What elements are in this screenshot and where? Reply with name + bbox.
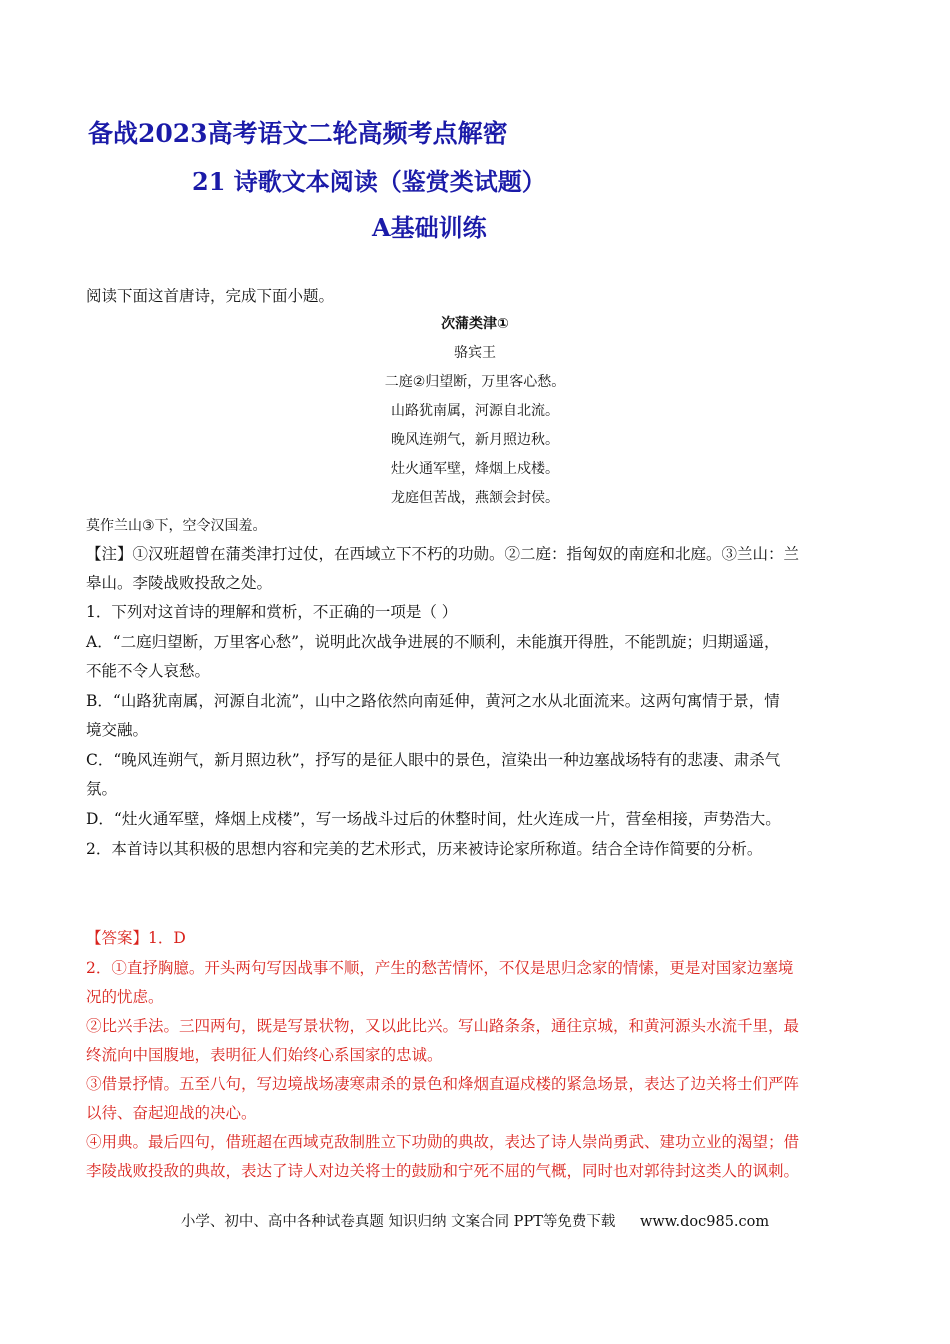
option-c: C．“晚风连朔气，新月照边秋”，抒写的是征人眼中的景色，渲染出一种边塞战场特有的悲凄、肃杀气 <box>86 751 781 769</box>
poem-line: 灶火通军壁，烽烟上戍楼。 <box>391 461 559 477</box>
sub-title: 21 诗歌文本阅读（鉴赏类试题） <box>192 167 546 196</box>
option-b-cont: 境交融。 <box>86 721 149 739</box>
answer-1: 【答案】1．D <box>86 929 186 947</box>
answer-2-line: ④用典。最后四句，借班超在西域克敌制胜立下功勋的典故，表达了诗人崇尚勇武、建功立业的渴望；借 <box>86 1133 800 1151</box>
note-line: 皋山。李陵战败投敌之处。 <box>86 574 273 592</box>
main-title: 备战2023高考语文二轮高频考点解密 <box>88 119 508 148</box>
poem-line: 山路犹南属，河源自北流。 <box>391 403 559 419</box>
footer-text: 小学、初中、高中各种试卷真题 知识归纳 文案合同 PPT等免费下载 <box>180 1214 616 1230</box>
answer-2-line: 终流向中国腹地，表明征人们始终心系国家的忠诚。 <box>86 1046 443 1064</box>
intro-text: 阅读下面这首唐诗，完成下面小题。 <box>86 287 335 305</box>
option-d: D．“灶火通军壁，烽烟上戍楼”，写一场战斗过后的休整时间，灶火连成一片，营垒相接，声势浩大。 <box>86 810 781 828</box>
footer-url[interactable]: www.doc985.com <box>639 1214 770 1230</box>
answer-2-line: 李陵战败投敌的典故，表达了诗人对边关将士的鼓励和宁死不屈的气概，同时也对郭待封这类人的讽刺。 <box>86 1162 800 1180</box>
poem-last-line: 莫作兰山③下，空令汉国羞。 <box>86 518 267 534</box>
section-title: A基础训练 <box>372 213 487 242</box>
answer-2-line: ②比兴手法。三四两句，既是写景状物，又以此比兴。写山路条条，通往京城，和黄河源头水流千里，最 <box>86 1017 800 1035</box>
poem-title: 次蒲类津① <box>441 316 509 332</box>
poem-line: 龙庭但苦战，燕颔会封侯。 <box>391 490 559 506</box>
answer-2-line: 况的忧虑。 <box>86 988 164 1006</box>
option-a-cont: 不能不令人哀愁。 <box>86 662 211 680</box>
option-a: A．“二庭归望断，万里客心愁”，说明此次战争进展的不顺利，未能旗开得胜，不能凯旋；归期遥遥， <box>86 633 780 651</box>
answer-2-line: 2．①直抒胸臆。开头两句写因战事不顺，产生的愁苦情怀，不仅是思归念家的情愫，更是对国家边塞境 <box>86 959 794 977</box>
poem-line: 二庭②归望断，万里客心愁。 <box>384 374 566 390</box>
answer-2-line: ③借景抒情。五至八句，写边境战场凄寒肃杀的景色和烽烟直逼戍楼的紧急场景，表达了边关将士们严阵 <box>86 1075 800 1093</box>
page-footer <box>0 1210 950 1231</box>
answer-2-line: 以待、奋起迎战的决心。 <box>86 1104 257 1122</box>
question-1: 1．下列对这首诗的理解和赏析，不正确的一项是（ ） <box>86 603 458 621</box>
question-2: 2．本首诗以其积极的思想内容和完美的艺术形式，历来被诗论家所称道。结合全诗作简要的分析。 <box>86 840 763 858</box>
option-c-cont: 氛。 <box>86 780 118 798</box>
option-b: B．“山路犹南属，河源自北流”，山中之路依然向南延伸，黄河之水从北面流来。这两句寓情于景，情 <box>86 692 780 710</box>
poem-author: 骆宾王 <box>454 345 496 361</box>
note-line: 【注】①汉班超曾在蒲类津打过仗，在西域立下不朽的功勋。②二庭：指匈奴的南庭和北庭。③兰山：兰 <box>86 545 800 563</box>
poem-line: 晚风连朔气，新月照边秋。 <box>391 432 559 448</box>
